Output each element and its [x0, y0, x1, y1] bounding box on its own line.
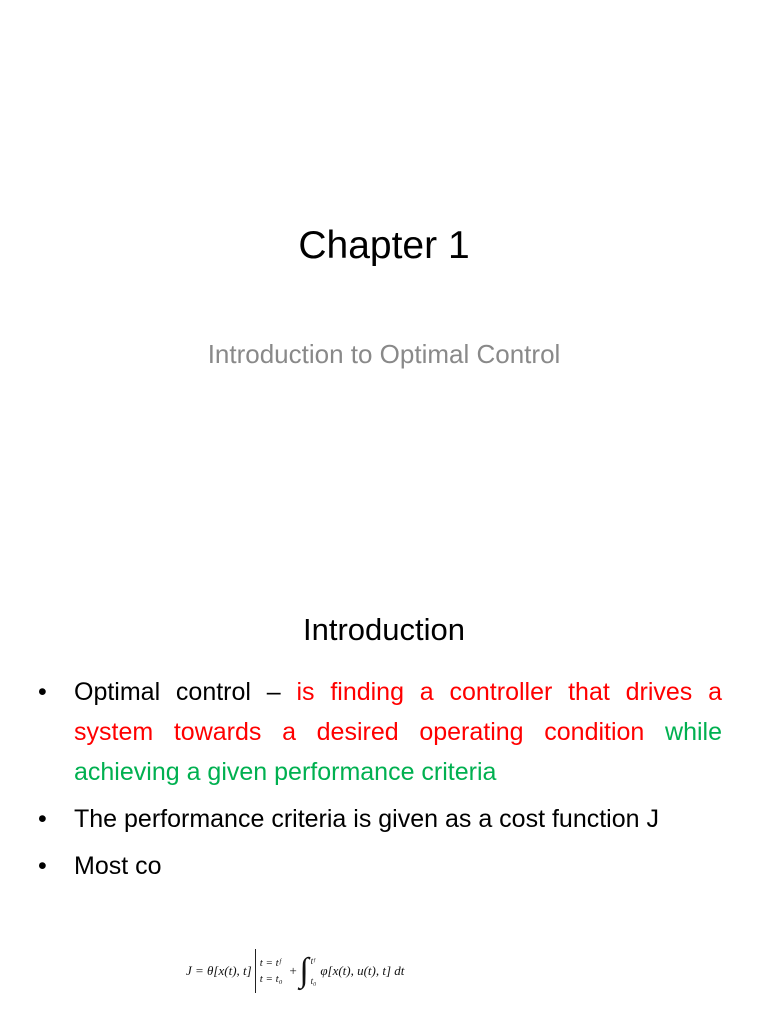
bullet-icon: • [38, 805, 47, 833]
slide-subtitle: Introduction to Optimal Control [207, 339, 561, 369]
bullet-item [38, 846, 722, 886]
integrand: φ[x(t), u(t), t] dt [320, 963, 405, 978]
slide-heading: Introduction [303, 612, 465, 647]
lower-limit: t = t₀ [259, 973, 283, 985]
integral-upper: tᶠ [310, 956, 315, 966]
cost-function-formula [186, 938, 506, 1004]
bullet-text: Most co [74, 852, 162, 880]
slide-title: Chapter 1 [298, 224, 470, 267]
bullet-icon: • [38, 852, 47, 880]
content-slide [0, 576, 768, 1024]
plus-sign: + [288, 963, 298, 978]
bullet-text-definition: is finding a controller that drives a system towards a desired operating condition [74, 678, 722, 746]
bullet-text: The performance criteria is given as a cost function J [74, 805, 659, 833]
evaluation-limits [260, 955, 283, 987]
integral-limits [311, 951, 317, 991]
bullet-text-prefix: Optimal control – [74, 678, 297, 706]
bullet-list [38, 672, 722, 893]
bullet-text-criteria: while achieving a given performance criteria [74, 718, 722, 786]
integral-lower: t₀ [310, 976, 317, 986]
evaluation-bar [255, 949, 256, 993]
bullet-item [38, 672, 722, 792]
formula-lhs: J = θ[x(t), t] [186, 963, 252, 978]
bullet-item [38, 799, 722, 839]
upper-limit: t = tᶠ [259, 957, 281, 969]
integral-sign: ∫ [299, 952, 309, 989]
bullet-icon: • [38, 678, 47, 706]
